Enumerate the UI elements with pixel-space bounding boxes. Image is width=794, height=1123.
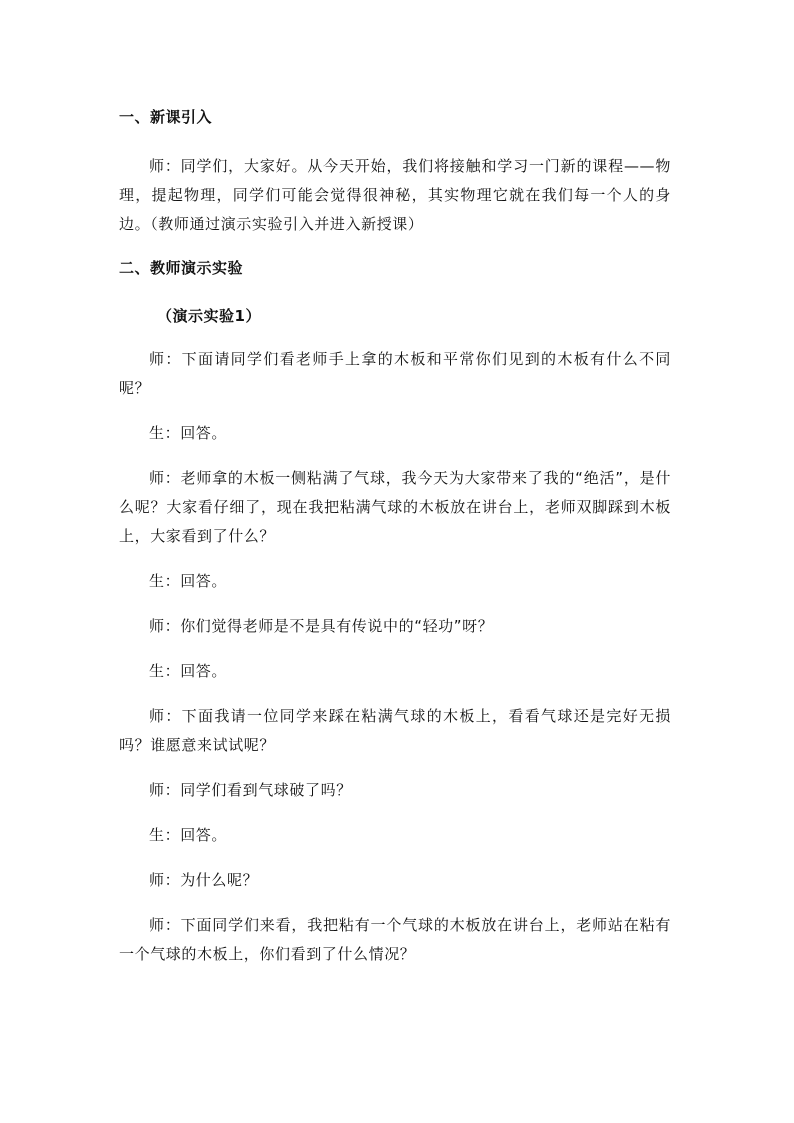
paragraph: 师：同学们，大家好。从今天开始，我们将接触和学习一门新的课程——物理，提起物理，同学们可能会觉得很神秘，其实物理它就在我们每一个人的身边。（教师通过演示实验引入并进入新授课）	[119, 157, 671, 233]
section-heading-intro: 一、新课引入	[119, 108, 213, 126]
paragraph: 师：下面同学们来看，我把粘有一个气球的木板放在讲台上，老师站在粘有一个气球的木板上，你们看到了什么情况？	[119, 916, 671, 963]
paragraph: 师：同学们看到气球破了吗？	[149, 781, 352, 799]
paragraph: 生：回答。	[149, 662, 228, 680]
paragraph: 师：老师拿的木板一侧粘满了气球，我今天为大家带来了我的“绝活”，是什么呢？大家看仔细了，现在我把粘满气球的木板放在讲台上，老师双脚踩到木板上，大家看到了什么？	[119, 469, 671, 545]
demo-subheading: （演示实验1）	[157, 307, 261, 325]
document-body	[119, 104, 671, 985]
section-heading-demo: 二、教师演示实验	[119, 259, 244, 277]
paragraph: 生：回答。	[149, 826, 228, 844]
paragraph: 生：回答。	[149, 424, 228, 442]
paragraph: 师：下面我请一位同学来踩在粘满气球的木板上，看看气球还是完好无损吗？谁愿意来试试呢？	[119, 707, 671, 754]
paragraph: 师：为什么呢？	[149, 871, 259, 889]
paragraph: 生：回答。	[149, 572, 228, 590]
paragraph: 师：你们觉得老师是不是具有传说中的“轻功”呀？	[149, 617, 494, 635]
paragraph: 师：下面请同学们看老师手上拿的木板和平常你们见到的木板有什么不同呢？	[119, 350, 671, 397]
